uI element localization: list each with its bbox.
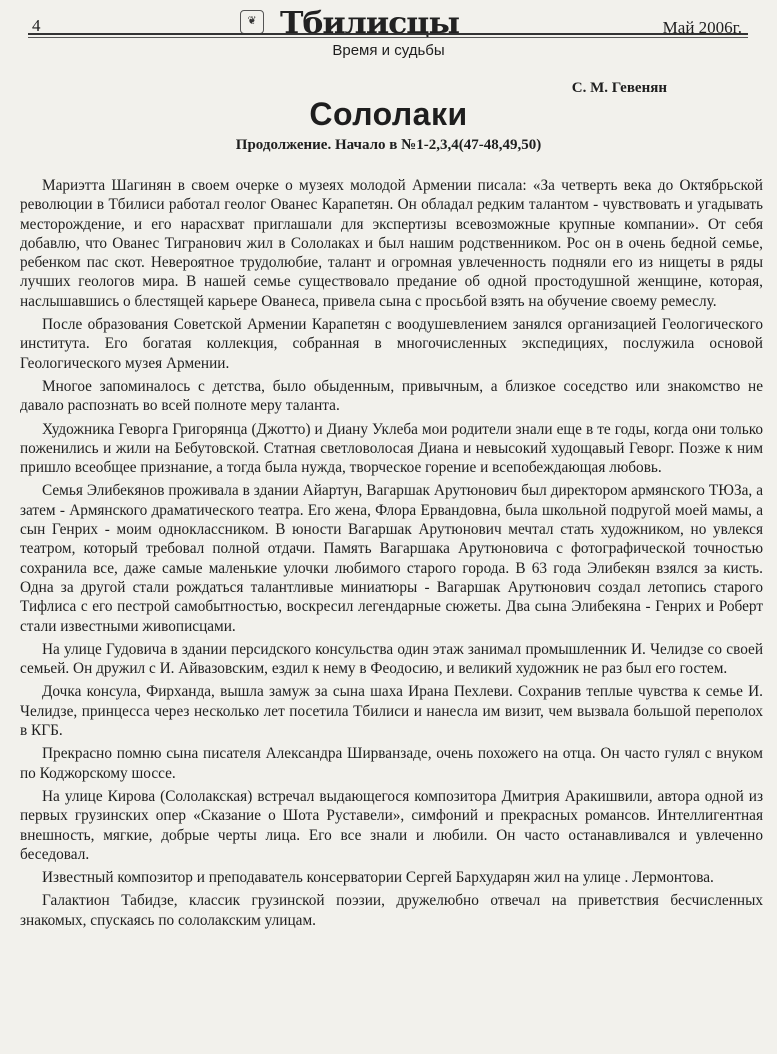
header-rule-thick [28,33,748,35]
paragraph: Известный композитор и преподаватель консерватории Сергей Бархударян жил на улице . Лермонтова. [42,869,714,887]
emblem-icon: ❦ [240,10,264,34]
paragraph: Прекрасно помню сына писателя Александра Ширванзаде, очень похожего на отца. Он часто гулял с внуком по Коджорскому шоссе. [20,745,763,782]
newspaper-logo: Тбилисцы [280,6,460,41]
header-rule-thin [28,37,748,38]
paragraph: После образования Советской Армении Карапетян с воодушевлением занялся организацией Геологического института. Его богатая коллекция, собранная в многочисленных экспедициях, послужила основой Геологического музея Армении. [20,316,763,372]
paragraph: На улице Кирова (Сололакская) встречал выдающегося композитора Дмитрия Аракишвили, автора одной из первых грузинских опер «Сказание о Шота Руставели», симфоний и прекрасных романсов. Интеллигентная внешность, мягкие, добрые черты лица. Его все знали и любили. Он часто останавливался и увлеченно беседовал. [20,787,763,863]
section-heading: Время и судьбы [332,42,445,59]
article-title: Сололаки [309,96,468,132]
paragraph: Дочка консула, Фирханда, вышла замуж за сына шаха Ирана Пехлеви. Сохранив теплые чувства к семье И. Челидзе, принцесса через несколько лет посетила Тбилиси и нанесла им визит, чем вызвала большой переполох в КГБ. [20,683,763,740]
paragraph: На улице Гудовича в здании персидского консульства один этаж занимал промышленник И. Челидзе со своей семьей. Он дружил с И. Айвазовским, ездил к нему в Феодосию, и великий художник не раз был его гостем. [20,640,763,678]
article-subtitle: Продолжение. Начало в №1-2,3,4(47-48,49,50) [235,137,542,153]
page-number: 4 [32,16,41,35]
paragraph: Семья Элибекянов проживала в здании Айартун, Вагаршак Арутюнович был директором армянского ТЮЗа, а затем - Армянского драматического театра. Его жена, Флора Ервандовна, была школьной подругой моей мамы, а сын Генрих - моим одноклассником. В юности Вагаршак Арутюнович мечтал стать художником, но увлекся театром, который требовал полной отдачи. Память Вагаршака Арутюновича с фотографической точностью сохранила все, даже самые маленькие улочки любимого старого города. В 63 года Элибекян взялся за кисть. Одна за другой стали рождаться талантливые миниатюры - Вагаршак Арутюнович создал летопись старого Тифлиса с его пестрой самобытностью, воскресил легендарные сюжеты. Два сына Элибекяна - Генрих и Роберт стали известными живописцами. [20,482,763,635]
paragraph: Многое запоминалось с детства, было обыденным, привычным, а близкое соседство или знакомство не давало распознать во всей полноте меру таланта. [20,377,763,415]
page-header [28,8,748,40]
article-body [20,176,763,934]
paragraph: Мариэтта Шагинян в своем очерке о музеях молодой Армении писала: «За четверть века до Октябрьской революции в Тбилиси работал геолог Ованес Карапетян. Он обладал редким талантом - чувствовать и угадывать месторождение, и его нарасхват приглашали для экспертизы всевозможные крупные компании». От себя добавлю, что Ованес Тигранович жил в Сололаках и был нашим родственником. Рос он в очень бедной семье, ребенком пас скот. Невероятное трудолюбие, талант и огромная увлеченность подняли его из нищеты в ряды лучших геологов мира. В нашей семье существовало предание об одной простодушной женщине, которая, наслышавшись о блестящей карьере Ованеса, привела сына с просьбой взять на обучение своему ремеслу. [20,177,763,310]
paragraph: Галактион Табидзе, классик грузинской поэзии, дружелюбно отвечал на приветствия бесчисленных знакомых, спускаясь по сололакским улицам. [20,892,763,929]
paragraph: Художника Геворга Григорянца (Джотто) и Диану Уклеба мои родители знали еще в те годы, когда они только поженились и жили на Бебутовской. Статная светловолосая Диана и невысокий худощавый Геворг. Позже к ним пришло всеобщее признание, а тогда была нужда, творческое горение и всепобеждающая любовь. [20,420,763,477]
article-author: С. М. Гевенян [571,80,667,96]
issue-date: Май 2006г. [662,18,742,37]
